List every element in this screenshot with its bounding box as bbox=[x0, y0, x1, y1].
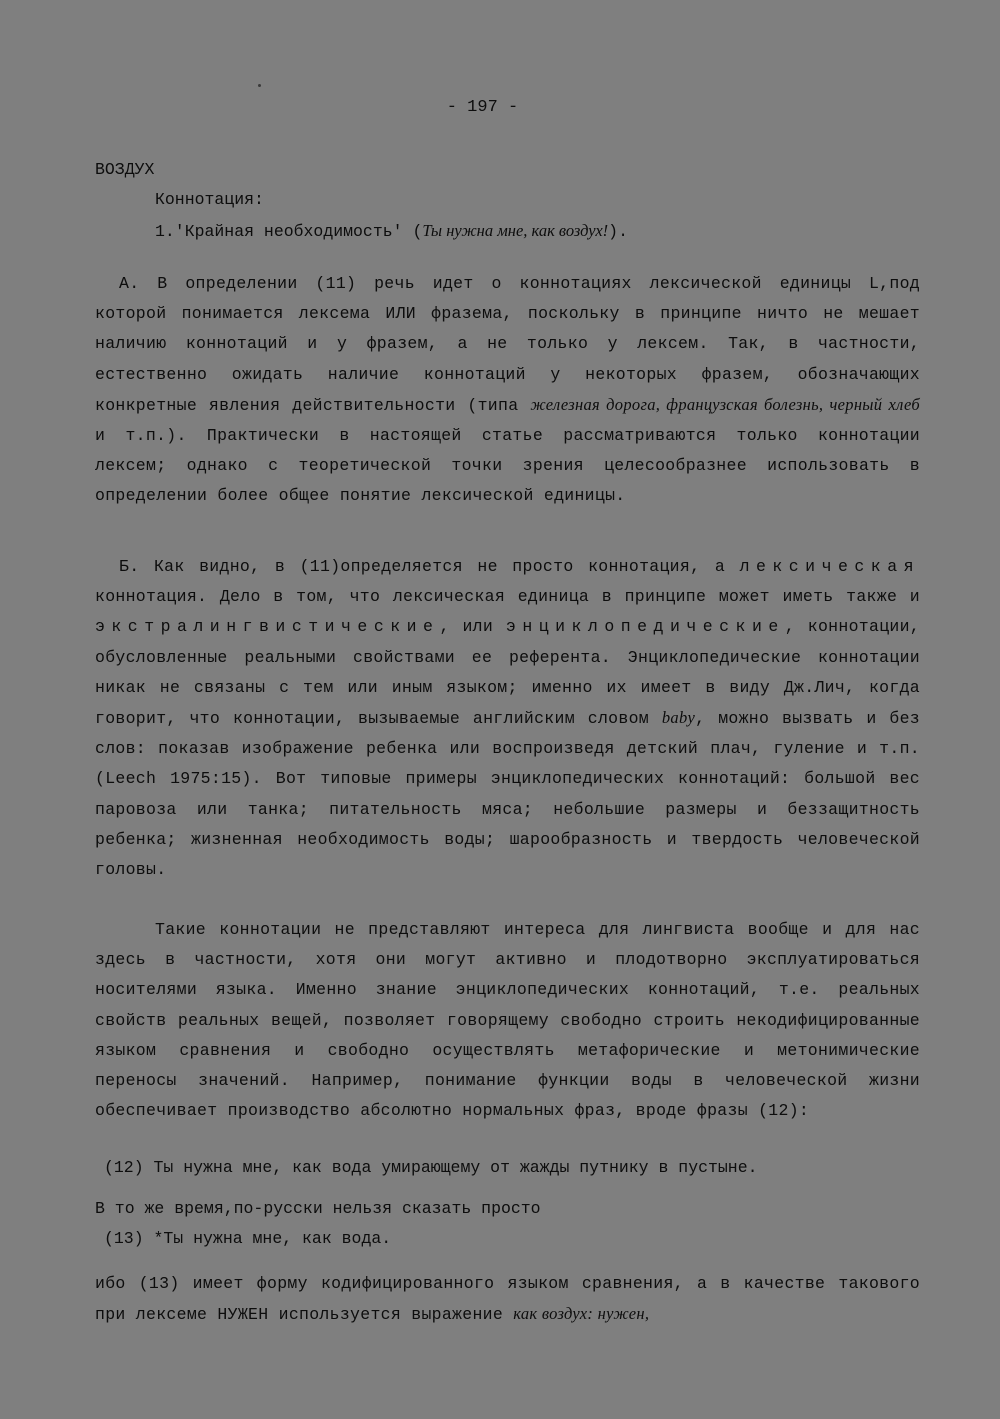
page-number: - 197 - bbox=[446, 98, 519, 117]
paragraph-e bbox=[95, 1269, 920, 1330]
connotation-close: ). bbox=[608, 222, 628, 241]
connotation-text: 1.'Крайная необходимость' ( bbox=[155, 222, 423, 241]
connotation-example: Ты нужна мне, как воздух! bbox=[422, 221, 609, 240]
entry-heading: ВОЗДУХ bbox=[95, 160, 155, 179]
section-e bbox=[95, 1269, 920, 1330]
line-d: В то же время,по-русски нельзя сказать просто bbox=[95, 1199, 541, 1218]
spaced-term-extralinguistic: экстралингвистические bbox=[95, 617, 440, 637]
spaced-term-encyclopedic: энциклопедические bbox=[505, 617, 785, 637]
paragraph-b-text-4: , коннотации, обусловленные реальными свойствами ее референта. Энциклопедические коннотации никак не связаны с тем или иным языком; именно их имеет в виду Дж.Лич, когда говорит, что коннотации, вызываемые английским словом bbox=[95, 617, 921, 729]
word-baby: baby bbox=[661, 708, 696, 728]
example-13: (13) *Ты нужна мне, как вода. bbox=[104, 1229, 392, 1248]
paragraph-b-text-3: , или bbox=[439, 617, 506, 637]
spaced-term-lexical: лексическая bbox=[739, 557, 920, 576]
connotation-label: Коннотация: bbox=[155, 190, 264, 209]
section-a bbox=[95, 269, 920, 512]
paragraph-a-examples: железная дорога, французская болезнь, черный хлеб bbox=[530, 394, 921, 414]
paragraph-b-text-2: коннотация. Дело в том, что лексическая единица в принципе может иметь также и bbox=[95, 587, 920, 607]
scan-speck bbox=[258, 84, 261, 87]
connotation-item bbox=[155, 221, 628, 241]
paragraph-b-text-5: , можно вызвать и без слов: показав изображение ребенка или воспроизведя детский плач, гуление и т.п.(Leech 1975:15). Вот типовые примеры энциклопедических коннотаций: большой вес паровоза или танка; питательность мяса; небольшие размеры и беззащитность ребенка; жизненная необходимость воды; шарообразность и твердость человеческой головы. bbox=[95, 709, 920, 880]
paragraph-b bbox=[95, 552, 920, 885]
section-c bbox=[95, 915, 920, 1126]
paragraph-e-italic: как воздух: нужен, bbox=[513, 1304, 650, 1324]
paragraph-a-text-1: А. В определении (11) речь идет о коннотациях лексической единицы L,под которой понимается лексема ИЛИ фразема, поскольку в принципе ничто не мешает наличию коннотаций и у фразем, а не только у лексем. Так, в частности, естественно ожидать наличие коннотаций у некоторых фразем, обозначающих конкретные явления действительности (типа bbox=[95, 274, 920, 415]
paragraph-a-text-2: и т.п.). Практически в настоящей статье рассматриваются только коннотации лексем; однако с теоретической точки зрения целесообразнее использовать в определении более общее понятие лексической единицы. bbox=[95, 426, 920, 506]
example-12: (12) Ты нужна мне, как вода умирающему от жажды путнику в пустыне. bbox=[104, 1158, 758, 1177]
paragraph-b-text-1: Б. Как видно, в (11)определяется не просто коннотация, а bbox=[119, 557, 740, 576]
section-b bbox=[95, 552, 920, 885]
paragraph-a bbox=[95, 269, 920, 512]
paragraph-e-text: ибо (13) имеет форму кодифицированного языком сравнения, а в качестве такового при лексеме НУЖЕН используется выражение bbox=[95, 1274, 920, 1325]
paragraph-c: Такие коннотации не представляют интереса для лингвиста вообще и для нас здесь в частности, хотя они могут активно и плодотворно эксплуатироваться носителями языка. Именно знание энциклопедических коннотаций, т.е. реальных свойств реальных вещей, позволяет говорящему свободно строить некодифицированные языком сравнения и свободно осуществлять метафорические и метонимические переносы значений. Например, понимание функции воды в человеческой жизни обеспечивает производство абсолютно нормальных фраз, вроде фразы (12): bbox=[95, 920, 920, 1121]
